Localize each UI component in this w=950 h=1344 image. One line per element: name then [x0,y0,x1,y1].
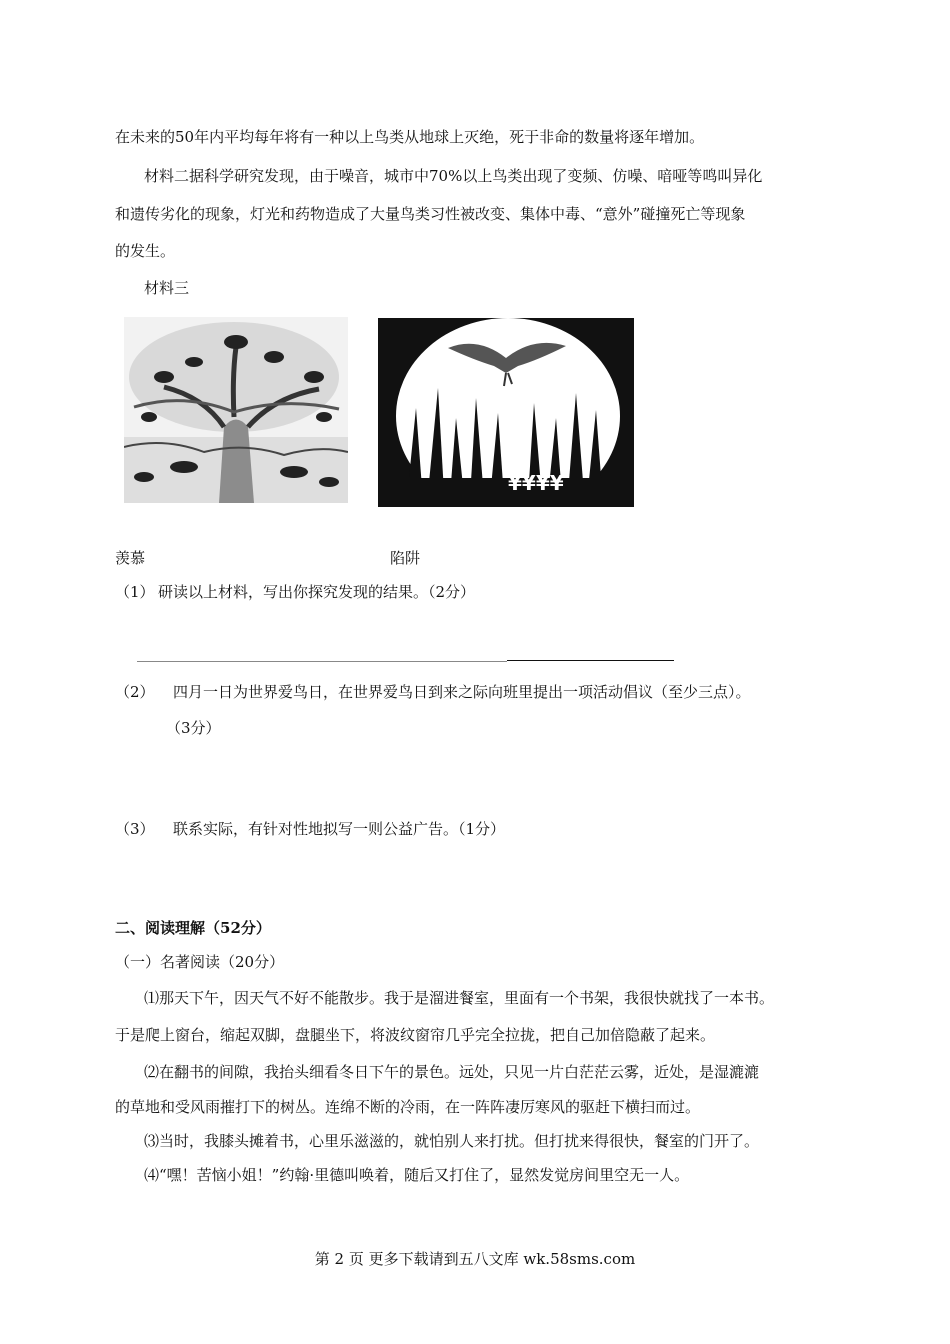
svg-text:¥¥¥¥: ¥¥¥¥ [508,471,564,495]
reading-para-4: ⑷“嘿！苦恼小姐！”约翰·里德叫唤着，随后又打住了，显然发觉房间里空无一人。 [144,1166,690,1184]
reading-para-2b: 的草地和受风雨摧打下的树丛。连绵不断的冷雨，在一阵阵凄厉寒风的驱赶下横扫而过。 [115,1098,701,1116]
reading-para-2a: ⑵在翻书的间隙，我抬头细看冬日下午的景色。远处，只见一片白茫茫云雾，近处，是湿漉漉 [144,1063,760,1081]
question-2-text: 四月一日为世界爱鸟日，在世界爱鸟日到来之际向班里提出一项活动倡议（至少三点）。 [173,683,751,701]
bird-over-stakes-illustration [378,318,634,507]
question-1-text: 研读以上材料，写出你探究发现的结果。（2分） [158,583,476,601]
image-caption-trap: 陷阱 [390,549,421,567]
reading-para-3: ⑶当时，我膝头摊着书，心里乐滋滋的，就怕别人来打扰。但打扰来得很快，餐室的门开了。 [144,1132,760,1150]
question-3-num: （3） [115,820,155,838]
page-footer: 第 2 页 更多下载请到五八文库 wk.58sms.com [314,1250,636,1268]
question-1-num: （1） [115,583,155,601]
question-3-text: 联系实际，有针对性地拟写一则公益广告。（1分） [173,820,506,838]
question-2-score: （3分） [166,719,221,737]
material3-label: 材料三 [144,279,190,297]
bird-tree-illustration [124,317,348,503]
material2-line1: 材料二据科学研究发现，由于噪音，城市中70%以上鸟类出现了变频、仿噪、喑哑等鸣叫异化 [144,167,763,185]
reading-para-1b: 于是爬上窗台，缩起双脚，盘腿坐下，将波纹窗帘几乎完全拉拢，把自己加倍隐蔽了起来。 [115,1026,716,1044]
material2-line2: 和遗传劣化的现象，灯光和药物造成了大量鸟类习性被改变、集体中毒、“意外”碰撞死亡等现象 [115,205,746,223]
section-2-subtitle: （一）名著阅读（20分） [115,953,285,971]
material1-tail: 在未来的50年内平均每年将有一种以上鸟类从地球上灭绝，死于非命的数量将逐年增加。 [115,128,705,146]
reading-para-1a: ⑴那天下午，因天气不好不能散步。我于是溜进餐室，里面有一个书架，我很快就找了一本书。 [144,989,775,1007]
answer-line-1b [507,660,674,661]
material2-line3: 的发生。 [115,242,176,260]
question-2-num: （2） [115,683,155,701]
image-caption-envy: 羡慕 [115,549,146,567]
answer-line-1a [137,661,507,662]
section-2-title: 二、阅读理解（52分） [115,919,271,937]
